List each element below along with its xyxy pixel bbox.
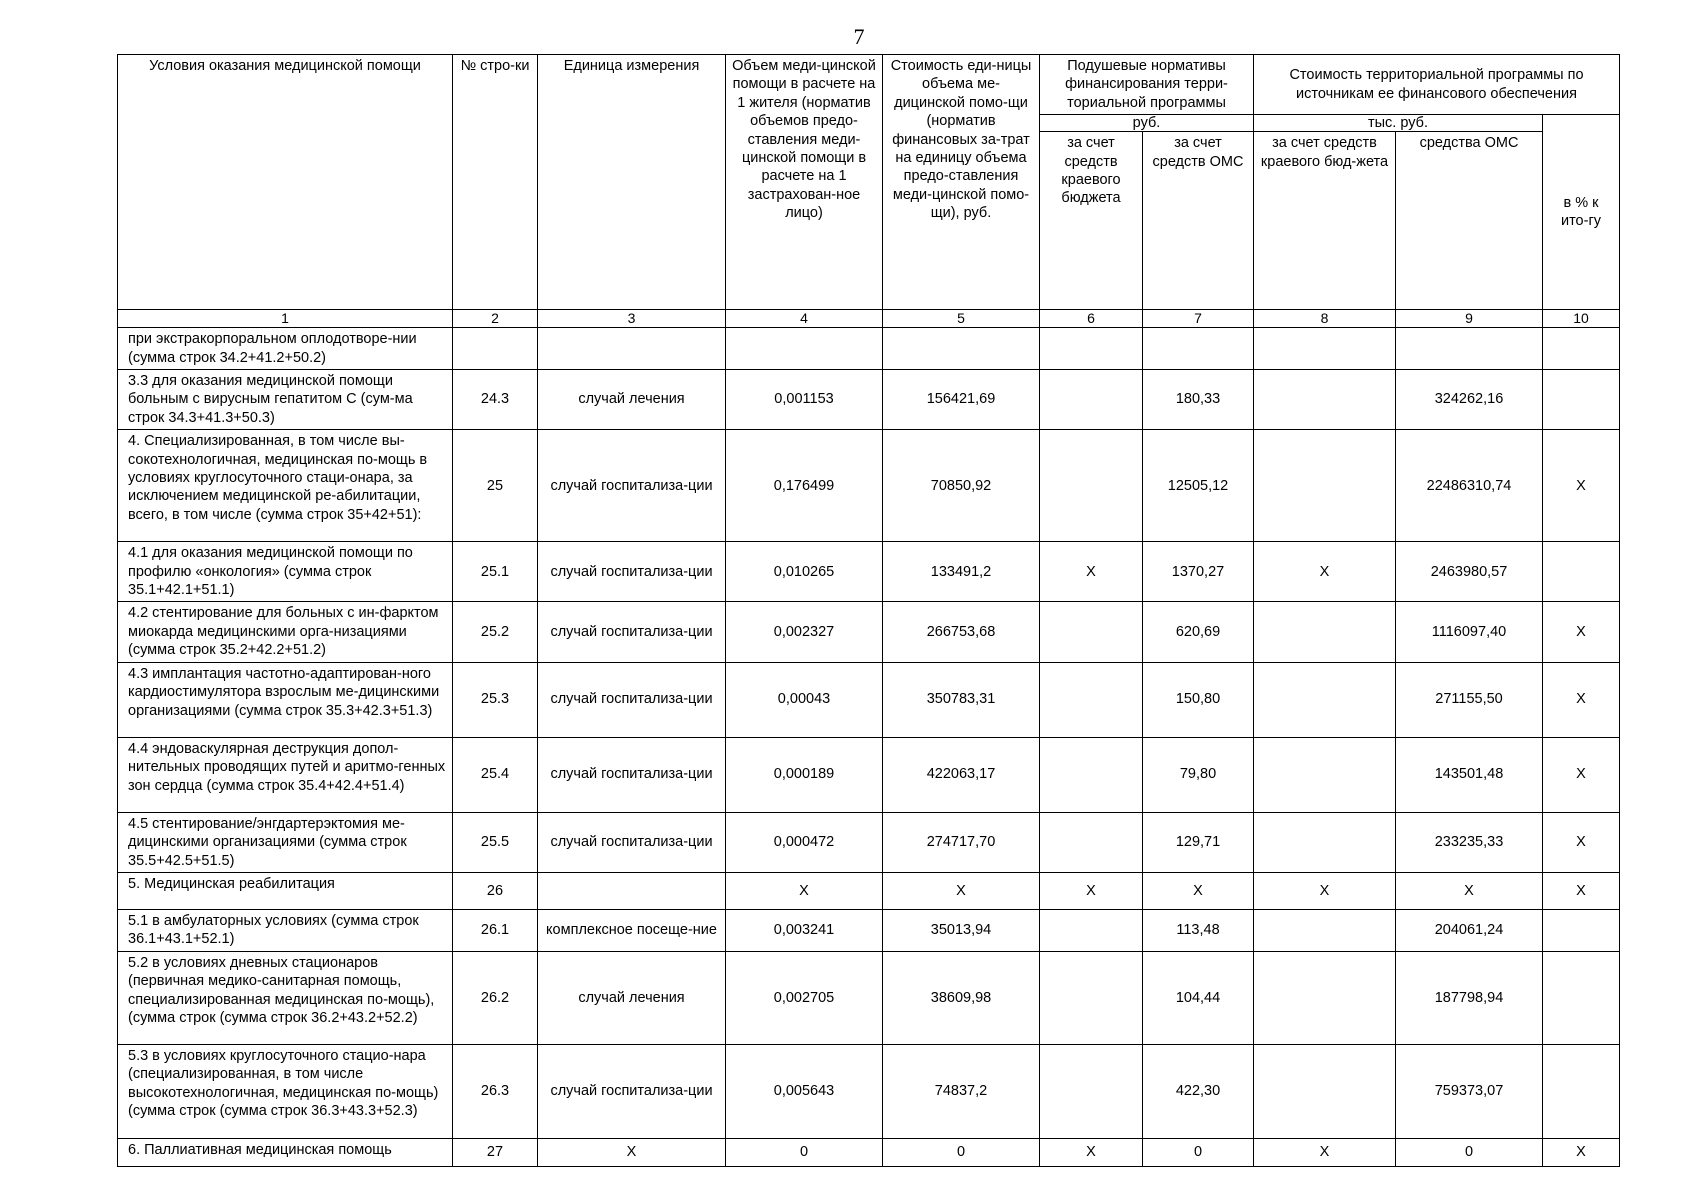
cell-col-3: случай лечения — [538, 951, 726, 1044]
cell-col-10 — [1543, 370, 1620, 430]
cell-col-2: 25 — [453, 430, 538, 542]
cell-col-7: 113,48 — [1143, 909, 1254, 951]
cell-col-4: 0,010265 — [726, 542, 883, 602]
cell-col-1: 4.4 эндоваскулярная деструкция допол-нительных проводящих путей и аритмо-генных зон сердца (сумма строк 35.4+42.4+51.4) — [118, 737, 453, 812]
cell-col-7 — [1143, 328, 1254, 370]
header-oms-funds: средства ОМС — [1396, 132, 1543, 310]
program-cost-table — [117, 54, 1620, 1167]
cell-col-1: 4. Специализированная, в том числе вы-сокотехнологичная, медицинская по-мощь в условиях круглосуточного стаци-онара, за исключением медицинской ре-абилитации, всего, в том числе (сумма строк 35+42+51): — [118, 430, 453, 542]
cell-col-10: X — [1543, 662, 1620, 737]
cell-col-4: 0,005643 — [726, 1044, 883, 1138]
table-row — [118, 737, 1620, 812]
cell-col-5: 350783,31 — [883, 662, 1040, 737]
column-number: 3 — [538, 310, 726, 328]
cell-col-9: 143501,48 — [1396, 737, 1543, 812]
header-percent: в % к ито-гу — [1543, 115, 1620, 310]
cell-col-7: 422,30 — [1143, 1044, 1254, 1138]
column-number: 9 — [1396, 310, 1543, 328]
header-oms: за счет средств ОМС — [1143, 132, 1254, 310]
cell-col-4: 0,000472 — [726, 812, 883, 872]
table-row — [118, 328, 1620, 370]
cell-col-10: X — [1543, 812, 1620, 872]
column-number: 7 — [1143, 310, 1254, 328]
cell-col-8 — [1254, 951, 1396, 1044]
header-program-cost: Стоимость территориальной программы по источникам ее финансового обеспечения — [1254, 55, 1620, 115]
cell-col-9: 759373,07 — [1396, 1044, 1543, 1138]
cell-col-7: 104,44 — [1143, 951, 1254, 1044]
cell-col-8 — [1254, 1044, 1396, 1138]
header-volume: Объем меди-цинской помощи в расчете на 1 жителя (норматив объемов предо-ставления меди-цинской помощи в расчете на 1 застрахован-ное лицо) — [726, 55, 883, 310]
cell-col-6 — [1040, 662, 1143, 737]
cell-col-3: случай госпитализа-ции — [538, 1044, 726, 1138]
table-row — [118, 1138, 1620, 1166]
cell-col-1: 4.5 стентирование/энгдартерэктомия ме-дицинскими организациями (сумма строк 35.5+42.5+51.5) — [118, 812, 453, 872]
cell-col-8: X — [1254, 542, 1396, 602]
table-row — [118, 812, 1620, 872]
cell-col-9: 1116097,40 — [1396, 602, 1543, 662]
table-row — [118, 542, 1620, 602]
cell-col-8 — [1254, 370, 1396, 430]
cell-col-8 — [1254, 430, 1396, 542]
cell-col-4: 0,003241 — [726, 909, 883, 951]
cell-col-1: 5. Медицинская реабилитация — [118, 872, 453, 909]
cell-col-4: X — [726, 872, 883, 909]
column-number: 6 — [1040, 310, 1143, 328]
cell-col-1: 4.1 для оказания медицинской помощи по профилю «онкология» (сумма строк 35.1+42.1+51.1) — [118, 542, 453, 602]
page-number: 7 — [853, 24, 865, 49]
cell-col-5: X — [883, 872, 1040, 909]
header-per-capita: Подушевые нормативы финансирования терри-ториальной программы — [1040, 55, 1254, 115]
cell-col-10 — [1543, 328, 1620, 370]
cell-col-9: 22486310,74 — [1396, 430, 1543, 542]
cell-col-8: X — [1254, 872, 1396, 909]
cell-col-2: 25.5 — [453, 812, 538, 872]
cell-col-2: 24.3 — [453, 370, 538, 430]
cell-col-8: X — [1254, 1138, 1396, 1166]
table-row — [118, 430, 1620, 542]
cell-col-5: 266753,68 — [883, 602, 1040, 662]
cell-col-9: 0 — [1396, 1138, 1543, 1166]
cell-col-9: X — [1396, 872, 1543, 909]
header-row-number: № стро-ки — [453, 55, 538, 310]
cell-col-10 — [1543, 542, 1620, 602]
column-number: 2 — [453, 310, 538, 328]
cell-col-5: 74837,2 — [883, 1044, 1040, 1138]
cell-col-4: 0,002327 — [726, 602, 883, 662]
cell-col-6 — [1040, 1044, 1143, 1138]
cell-col-3: комплексное посеще-ние — [538, 909, 726, 951]
cell-col-10: X — [1543, 1138, 1620, 1166]
table-row — [118, 1044, 1620, 1138]
cell-col-3: X — [538, 1138, 726, 1166]
cell-col-1: 5.1 в амбулаторных условиях (сумма строк 36.1+43.1+52.1) — [118, 909, 453, 951]
cell-col-6: X — [1040, 1138, 1143, 1166]
cell-col-5: 38609,98 — [883, 951, 1040, 1044]
cell-col-8 — [1254, 602, 1396, 662]
cell-col-3 — [538, 328, 726, 370]
cell-col-6: X — [1040, 872, 1143, 909]
cell-col-9: 233235,33 — [1396, 812, 1543, 872]
cell-col-6: X — [1040, 542, 1143, 602]
cell-col-2: 25.2 — [453, 602, 538, 662]
cell-col-10: X — [1543, 872, 1620, 909]
cell-col-2: 25.1 — [453, 542, 538, 602]
cell-col-7: 150,80 — [1143, 662, 1254, 737]
cell-col-3 — [538, 872, 726, 909]
header-regional-budget-funds: за счет средств краевого бюд-жета — [1254, 132, 1396, 310]
cell-col-7: 180,33 — [1143, 370, 1254, 430]
cell-col-7: 0 — [1143, 1138, 1254, 1166]
cell-col-5: 0 — [883, 1138, 1040, 1166]
cell-col-2: 26.1 — [453, 909, 538, 951]
cell-col-6 — [1040, 430, 1143, 542]
cell-col-3: случай лечения — [538, 370, 726, 430]
table-row — [118, 662, 1620, 737]
header-program-cost-unit: тыс. руб. — [1254, 115, 1543, 132]
table-row — [118, 909, 1620, 951]
cell-col-8 — [1254, 662, 1396, 737]
cell-col-5: 133491,2 — [883, 542, 1040, 602]
table-row — [118, 872, 1620, 909]
cell-col-10 — [1543, 951, 1620, 1044]
cell-col-6 — [1040, 370, 1143, 430]
cell-col-9: 2463980,57 — [1396, 542, 1543, 602]
cell-col-7: X — [1143, 872, 1254, 909]
cell-col-1: 6. Паллиативная медицинская помощь — [118, 1138, 453, 1166]
cell-col-2: 26.3 — [453, 1044, 538, 1138]
cell-col-1: 3.3 для оказания медицинской помощи больным с вирусным гепатитом С (сум-ма строк 34.3+41.3+50.3) — [118, 370, 453, 430]
cell-col-6 — [1040, 328, 1143, 370]
cell-col-4: 0,001153 — [726, 370, 883, 430]
header-per-capita-unit: руб. — [1040, 115, 1254, 132]
cell-col-2: 25.4 — [453, 737, 538, 812]
cell-col-5: 156421,69 — [883, 370, 1040, 430]
cell-col-10 — [1543, 1044, 1620, 1138]
cell-col-4: 0 — [726, 1138, 883, 1166]
cell-col-3: случай госпитализа-ции — [538, 662, 726, 737]
cell-col-4: 0,176499 — [726, 430, 883, 542]
cell-col-6 — [1040, 737, 1143, 812]
cell-col-7: 1370,27 — [1143, 542, 1254, 602]
cell-col-6 — [1040, 812, 1143, 872]
cell-col-5: 274717,70 — [883, 812, 1040, 872]
cell-col-9: 187798,94 — [1396, 951, 1543, 1044]
cell-col-6 — [1040, 602, 1143, 662]
cell-col-1: 4.3 имплантация частотно-адаптирован-ного кардиостимулятора взрослым ме-дицинскими организациями (сумма строк 35.3+42.3+51.3) — [118, 662, 453, 737]
cell-col-3: случай госпитализа-ции — [538, 542, 726, 602]
cell-col-10: X — [1543, 737, 1620, 812]
cell-col-5: 70850,92 — [883, 430, 1040, 542]
cell-col-9 — [1396, 328, 1543, 370]
cell-col-3: случай госпитализа-ции — [538, 737, 726, 812]
cell-col-2: 27 — [453, 1138, 538, 1166]
cell-col-9: 324262,16 — [1396, 370, 1543, 430]
table-row — [118, 951, 1620, 1044]
cell-col-2 — [453, 328, 538, 370]
table-row — [118, 602, 1620, 662]
header-unit-cost: Стоимость еди-ницы объема ме-дицинской помо-щи (норматив финансовых за-трат на единицу объема предо-ставления меди-цинской помо-щи), руб. — [883, 55, 1040, 310]
table-body — [118, 328, 1620, 1167]
cell-col-10: X — [1543, 602, 1620, 662]
cell-col-4: 0,002705 — [726, 951, 883, 1044]
column-number: 10 — [1543, 310, 1620, 328]
cell-col-10: X — [1543, 430, 1620, 542]
cell-col-5: 35013,94 — [883, 909, 1040, 951]
cell-col-6 — [1040, 909, 1143, 951]
cell-col-8 — [1254, 328, 1396, 370]
cell-col-1: при экстракорпоральном оплодотворе-нии (сумма строк 34.2+41.2+50.2) — [118, 328, 453, 370]
cell-col-2: 26 — [453, 872, 538, 909]
cell-col-10 — [1543, 909, 1620, 951]
cell-col-3: случай госпитализа-ции — [538, 812, 726, 872]
cell-col-1: 4.2 стентирование для больных с ин-фарктом миокарда медицинскими орга-низациями (сумма строк 35.2+42.2+51.2) — [118, 602, 453, 662]
column-number: 8 — [1254, 310, 1396, 328]
cell-col-7: 79,80 — [1143, 737, 1254, 812]
header-unit: Единица измерения — [538, 55, 726, 310]
cell-col-7: 620,69 — [1143, 602, 1254, 662]
header-regional-budget: за счет средств краевого бюджета — [1040, 132, 1143, 310]
header-conditions: Условия оказания медицинской помощи — [118, 55, 453, 310]
cell-col-8 — [1254, 737, 1396, 812]
cell-col-4: 0,000189 — [726, 737, 883, 812]
cell-col-2: 26.2 — [453, 951, 538, 1044]
cell-col-3: случай госпитализа-ции — [538, 430, 726, 542]
column-number: 1 — [118, 310, 453, 328]
cell-col-1: 5.2 в условиях дневных стационаров (первичная медико-санитарная помощь, специализированная медицинская по-мощь), (сумма строк (сумма строк 36.2+43.2+52.2) — [118, 951, 453, 1044]
cell-col-7: 129,71 — [1143, 812, 1254, 872]
cell-col-4: 0,00043 — [726, 662, 883, 737]
cell-col-9: 204061,24 — [1396, 909, 1543, 951]
table-row — [118, 370, 1620, 430]
cell-col-1: 5.3 в условиях круглосуточного стацио-нара (специализированная, в том числе высокотехнологичная, медицинская по-мощь) (сумма строк (сумма строк 36.3+43.3+52.3) — [118, 1044, 453, 1138]
cell-col-9: 271155,50 — [1396, 662, 1543, 737]
column-number: 4 — [726, 310, 883, 328]
cell-col-8 — [1254, 812, 1396, 872]
cell-col-4 — [726, 328, 883, 370]
cell-col-2: 25.3 — [453, 662, 538, 737]
column-number: 5 — [883, 310, 1040, 328]
cell-col-7: 12505,12 — [1143, 430, 1254, 542]
cell-col-8 — [1254, 909, 1396, 951]
cell-col-5 — [883, 328, 1040, 370]
cell-col-5: 422063,17 — [883, 737, 1040, 812]
cell-col-6 — [1040, 951, 1143, 1044]
cell-col-3: случай госпитализа-ции — [538, 602, 726, 662]
